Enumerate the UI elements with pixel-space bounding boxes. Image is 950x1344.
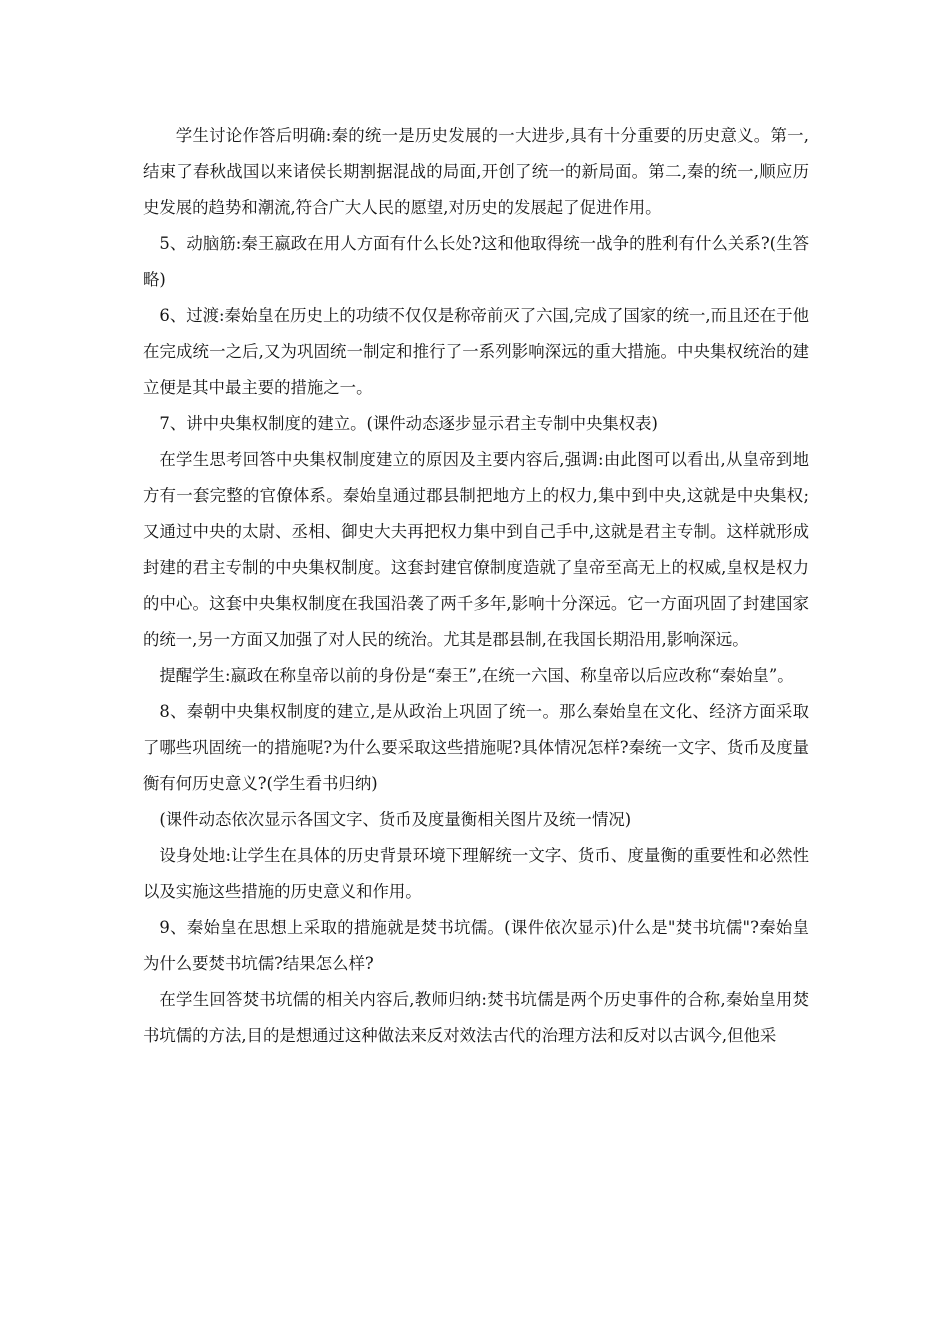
paragraph-item-8: 8、秦朝中央集权制度的建立,是从政治上巩固了统一。那么秦始皇在文化、经济方面采取了哪些巩固统一的措施呢?为什么要采取这些措施呢?具体情况怎样?秦统一文字、货币及度量衡有何历史意义?(学生看书归纳) [143, 702, 809, 793]
paragraph-item-7: 7、讲中央集权制度的建立。(课件动态逐步显示君主专制中央集权表) [159, 414, 658, 433]
paragraph-centralization: 在学生思考回答中央集权制度建立的原因及主要内容后,强调:由此图可以看出,从皇帝到地方有一套完整的官僚体系。秦始皇通过郡县制把地方上的权力,集中到中央,这就是中央集权;又通过中央的太尉、丞相、御史大夫再把权力集中到自己手中,这就是君主专制。这样就形成封建的君主专制的中央集权制度。这套封建官僚制度造就了皇帝至高无上的权威,皇权是权力的中心。这套中央集权制度在我国沿袭了两千多年,影响十分深远。它一方面巩固了封建国家的统一,另一方面又加强了对人民的统治。尤其是郡县制,在我国长期沿用,影响深远。 [143, 450, 809, 649]
document-body [143, 118, 809, 1054]
paragraph-reminder: 提醒学生:嬴政在称皇帝以前的身份是“秦王”,在统一六国、称皇帝以后应改称“秦始皇”。 [159, 666, 794, 685]
paragraph-empathy: 设身处地:让学生在具体的历史背景环境下理解统一文字、货币、度量衡的重要性和必然性以及实施这些措施的历史意义和作用。 [143, 846, 809, 901]
paragraph-transition-6: 6、过渡:秦始皇在历史上的功绩不仅仅是称帝前灭了六国,完成了国家的统一,而且还在于他在完成统一之后,又为巩固统一制定和推行了一系列影响深远的重大措施。中央集权统治的建立便是其中最主要的措施之一。 [143, 306, 809, 397]
paragraph-question-5: 5、动脑筋:秦王嬴政在用人方面有什么长处?这和他取得统一战争的胜利有什么关系?(生答略) [143, 234, 809, 289]
paragraph-book-burning: 在学生回答焚书坑儒的相关内容后,教师归纳:焚书坑儒是两个历史事件的合称,秦始皇用焚书坑儒的方法,目的是想通过这种做法来反对效法古代的治理方法和反对以古讽今,但他采 [143, 990, 809, 1045]
paragraph-unification-significance: 学生讨论作答后明确:秦的统一是历史发展的一大进步,具有十分重要的历史意义。第一,结束了春秋战国以来诸侯长期割据混战的局面,开创了统一的新局面。第二,秦的统一,顺应历史发展的趋势和潮流,符合广大人民的愿望,对历史的发展起了促进作用。 [143, 126, 809, 217]
paragraph-item-9: 9、秦始皇在思想上采取的措施就是焚书坑儒。(课件依次显示)什么是"焚书坑儒"?秦始皇为什么要焚书坑儒?结果怎么样? [143, 918, 809, 973]
paragraph-courseware-note: (课件动态依次显示各国文字、货币及度量衡相关图片及统一情况) [159, 810, 632, 829]
